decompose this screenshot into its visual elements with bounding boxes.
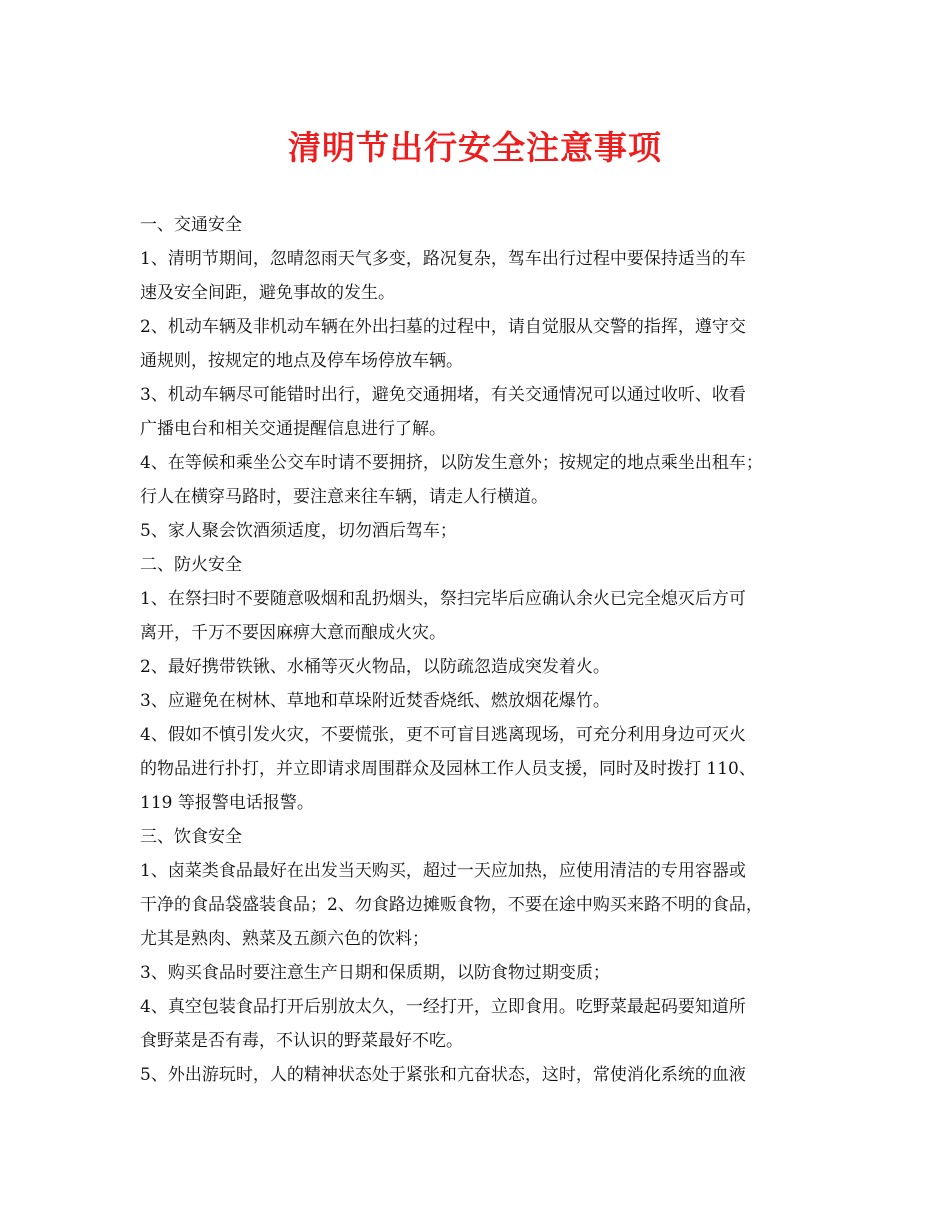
paragraph-line: 3、应避免在树林、草地和草垛附近焚香烧纸、燃放烟花爆竹。 bbox=[140, 691, 610, 711]
paragraph-line: 离开，千万不要因麻痹大意而酿成火灾。 bbox=[140, 623, 446, 643]
paragraph-line: 1、卤菜类食品最好在出发当天购买，超过一天应加热，应使用清洁的专用容器或 bbox=[140, 861, 746, 881]
paragraph-line: 尤其是熟肉、熟菜及五颜六色的饮料； bbox=[140, 929, 429, 949]
paragraph-line: 3、购买食品时要注意生产日期和保质期，以防食物过期变质； bbox=[140, 963, 610, 983]
paragraph-line: 3、机动车辆尽可能错时出行，避免交通拥堵，有关交通情况可以通过收听、收看 bbox=[140, 385, 746, 405]
paragraph-line: 行人在横穿马路时，要注意来往车辆，请走人行横道。 bbox=[140, 487, 548, 507]
paragraph-line: 1、在祭扫时不要随意吸烟和乱扔烟头，祭扫完毕后应确认余火已完全熄灭后方可 bbox=[140, 589, 746, 609]
paragraph-line: 通规则，按规定的地点及停车场停放车辆。 bbox=[140, 351, 463, 371]
paragraph-line: 广播电台和相关交通提醒信息进行了解。 bbox=[140, 419, 446, 439]
section-heading-fire: 二、防火安全 bbox=[140, 555, 242, 575]
section-heading-traffic: 一、交通安全 bbox=[140, 215, 242, 235]
paragraph-line: 4、在等候和乘坐公交车时请不要拥挤，以防发生意外；按规定的地点乘坐出租车； bbox=[140, 453, 763, 473]
paragraph-line: 5、外出游玩时，人的精神状态处于紧张和亢奋状态，这时，常使消化系统的血液 bbox=[140, 1065, 746, 1085]
document-title: 清明节出行安全注意事项 bbox=[288, 128, 662, 167]
paragraph-line: 2、机动车辆及非机动车辆在外出扫墓的过程中，请自觉服从交警的指挥，遵守交 bbox=[140, 317, 746, 337]
paragraph-line: 干净的食品袋盛装食品；2、勿食路边摊贩食物，不要在途中购买来路不明的食品， bbox=[140, 895, 763, 915]
paragraph-line: 119 等报警电话报警。 bbox=[140, 793, 314, 813]
paragraph-line: 食野菜是否有毒，不认识的野菜最好不吃。 bbox=[140, 1031, 463, 1051]
paragraph-line: 速及安全间距，避免事故的发生。 bbox=[140, 283, 395, 303]
document-body bbox=[140, 208, 830, 1092]
paragraph-line: 1、清明节期间，忽晴忽雨天气多变，路况复杂，驾车出行过程中要保持适当的车 bbox=[140, 249, 746, 269]
paragraph-line: 2、最好携带铁锹、水桶等灭火物品，以防疏忽造成突发着火。 bbox=[140, 657, 610, 677]
paragraph-line: 的物品进行扑打，并立即请求周围群众及园林工作人员支援，同时及时拨打 110、 bbox=[140, 759, 756, 779]
section-heading-food: 三、饮食安全 bbox=[140, 827, 242, 847]
paragraph-line: 5、家人聚会饮酒须适度，切勿酒后驾车； bbox=[140, 521, 457, 541]
paragraph-line: 4、真空包装食品打开后别放太久，一经打开，立即食用。吃野菜最起码要知道所 bbox=[140, 997, 746, 1017]
paragraph-line: 4、假如不慎引发火灾，不要慌张，更不可盲目逃离现场，可充分利用身边可灭火 bbox=[140, 725, 746, 745]
